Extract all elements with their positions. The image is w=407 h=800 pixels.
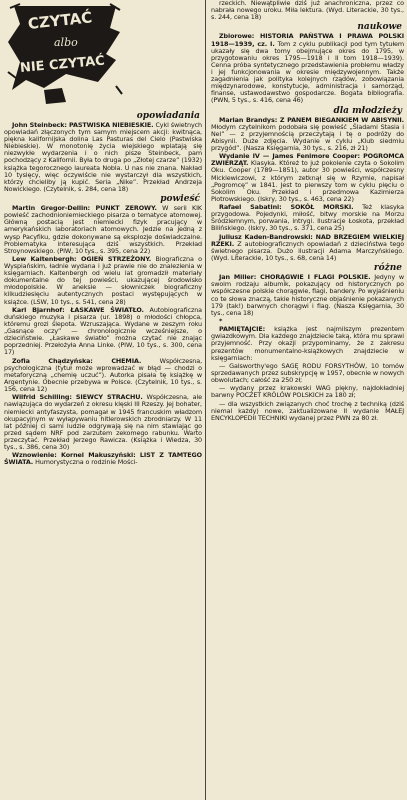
review-entry (211, 401, 404, 422)
entry-title: Wilfrid Schilling: SIEWCY STRACHU. (12, 393, 143, 402)
entry-title: PAMIĘTAJCIE: (219, 325, 266, 334)
section-heading: opowiadania (136, 111, 200, 121)
review-entry (211, 153, 404, 203)
review-entry (211, 326, 404, 361)
czytac-logo-icon (6, 2, 126, 107)
entry-title: Marian Brandys: Z PANEM BIEGANKIEM W ABISYNII. (219, 115, 404, 124)
review-entry (4, 452, 202, 466)
entry-text: Cykl świetnych opowiadań złączonych tym samym miejscem akcji: kwitnąca, piękna kalifornijska dolina Las Pasturas del Cielo (Pastwiska Niebieskie). W monotonię życia wiejskiego wplatają się niezwykłe wydarzenia i o nich pisze Steinbeck, pam pochodzący z Kalifornii. Była to druga po „Złotej czarze” (1932) książka tegorocznego laureata Nobla. U nas nie znana. Nakład 10 tysięcy, więc oczywiście nie wystarczył dla wszystkich, którzy chcieliby ją kupić. Seria „Nike”. Przekład Andrzeja Nowickiego. (Czytelnik, s. 284, cena 18) (4, 121, 202, 193)
entry-text: Współczesna, psychologiczna (tytuł może wprowadzać w błąd — chodzi o metaforyczną „chemię uczuć”). Autorka pisała tę książkę w Argentynie. Obecnie przebywa w Polsce. (Czytelnik, 10 tys., s. 156, cena 12) (4, 356, 202, 394)
left-column (4, 0, 202, 800)
review-entry (211, 234, 404, 262)
column-logo (4, 0, 202, 110)
review-entry (211, 204, 404, 232)
entry-text: Tom z cyklu publikacji pod tym tytułem ukazały się dwa tomy obejmujące okres do 1795, w przygotowaniu okres 1795—1918 i II tom 1918—1939). Cenna próba syntetycznego przedstawienia problemu władzy i jej funkcjonowania w okresie międzywojennym. Także zagadnienia jak polityka kolejnych rządów, zobowiązania międzynarodowe, konstytucje, administracja i samorząd, finanse, ustawodawstwo gospodarcze. Bogata bibliografia. (PWN, 5 tys., s. 416, cena 46) (211, 39, 404, 105)
section-heading: naukowe (357, 22, 402, 33)
entry-title: Wznowienie: Kornel Makuszyński: LIST Z TAMTEGO ŚWIATA. (4, 451, 202, 467)
entry-title: Rafael Sabatini: SOKÓŁ MORSKI. (219, 203, 354, 212)
entry-title: * (219, 316, 223, 325)
entry-text: Klasyka. Któreż to już pokolenie czyta o Sokolim Oku. Cooper (1789—1851), autor 30 powieści, współczesny Mickiewiczowi, z którym zetknął się w Rzymie, napisał „Pogromcę” w 1841. Jest to pierwszy tom w cyklu pięciu o Sokolim Oku. Przekład i przedmowa Kazimierza Piotrowskiego. (Iskry, 30 tys., s. 463, cena 22) (211, 159, 404, 203)
entry-title: Zbiorowe: HISTORIA PAŃSTWA I PRAWA POLSKI 1918—1939, cz. I. (211, 32, 404, 48)
review-entry (4, 256, 202, 306)
entry-text: Z autobiograficznych opowiadań z dzieciństwa tego świetnego pisarza. Dużo ilustracji Adama Marczyńskiego. (Wyd. Literackie, 10 tys., s. 68, cena 14) (211, 239, 404, 262)
review-entry (4, 394, 202, 451)
entry-title: Juliusz Kaden-Bandrowski: NAD BRZEGIEM WIELKIEJ RZEKI. (211, 232, 404, 248)
review-entry (211, 117, 404, 152)
section-heading: powieść (160, 194, 200, 205)
entry-title: Wydanie IV — James Fenimore Cooper: POGROMCA ZWIERZĄT. (211, 152, 404, 168)
section-heading: różne (373, 263, 402, 274)
entry-text: W serii KIK powieść zachodnioniemieckiego pisarza o tematyce atomowej. Główną postacią jest niemiecki fizyk pracujący w amerykańskich laboratoriach atomowych. Jedzie na jedną z wysp Pacyfiku, gdzie dokonywane są eksplozje doświadczalne. Problematyka interesująca dziś wszystkich. Przekład Stroynowskiego. (PIW, 10 tys., s. 395, cena 22) (4, 204, 202, 255)
entry-title: Jan Miller: CHORĄGWIE I FLAGI POLSKIE. (219, 273, 371, 282)
review-entry (211, 363, 404, 384)
logo-line-2: albo (54, 36, 78, 49)
review-entry (211, 0, 404, 21)
entry-text: książka jest najmilszym prezentem gwiazdkowym. Dla każdego znajdziecie taką, która mu sprawi przyjemność. Przy okazji przypominamy, że z zakresu prezentów monumentalno-książkowych znajdziecie w księgarniach: (211, 325, 404, 362)
entry-title: Karl Bjarnhof: ŁASKAWE ŚWIATŁO. (12, 305, 144, 314)
entry-text: Humorystyczna o rodzinie Mości- (33, 458, 138, 467)
review-entry (4, 122, 202, 193)
entry-text: — Galsworthy'ego SAGĘ RODU FORSYTHÓW, 10 tomów sprzedawanych przez subskrypcję w 1957, obecnie w nowych obwolutach; całość za 250 zł; (211, 361, 404, 385)
review-entry (211, 274, 404, 317)
logo-line-3: NIE CZYTAĆ (19, 53, 106, 76)
entry-text: Jedyny w swoim rodzaju albumik, pokazujący od historycznych po współczesne polskie chorągwie, flagi, bandery. Po wyjaśnieniu co te słowa znaczą, takie historyczne objaśnienie pokazanych 179 (tak!) barwnych chorągwi i flag. (Nasza Księgarnia, 30 tys., cena 18) (211, 273, 404, 317)
entry-title: Lew Kaltenbergh: OGIEŃ STRZEŻONY. (12, 254, 152, 263)
entry-text: Współczesna, ale nawiązująca do wydarzeń z okresu klęski III Rzeszy. Jej bohater, niemiecki antyfaszysta, pomagał w 1945 francuskim władzom okupacyjnym w wyłapywaniu hitlerowskich zbrodniarzy. W 11 lat później ci sami ludzie odgrywają się na nim stawiając go przed sądem NRF pod zarzutem zekomego rabunku. Warto przeczytać. Przekład Jerzego Rawicza. (Książka i Wiedza, 30 tys., s. 386, cena 30) (4, 393, 202, 451)
entry-title: Zofia Chądzyńska: CHEMIA. (12, 356, 142, 365)
review-entry (211, 33, 404, 104)
review-entry (4, 358, 202, 393)
entry-text: Biograficzna o Wyspiańskim, ładnie wydana i już prawie nie do znalezienia w księgarniach. Kaltenbergh od wielu lat gromadził materiały dokumentalne do tej powieści, ukazującej środowisko młodopolskie. W aneksie — słowniczek biograficzny kilkudziesięciu autentycznych postaci występujących w książce. (LSW, 10 tys., s. 541, cena 28) (4, 254, 202, 306)
entry-text: — wydany przez krakowski WAG piękny, najdokładniej barwny POCZET KRÓLÓW POLSKICH za 180 zł; (211, 384, 404, 400)
entry-text: rzeckich. Niewątpliwie dziś już anachroniczna, przez co nabrała nowego uroku. Miła lektura. (Wyd. Literackie, 30 tys., s. 244, cena 18) (211, 0, 404, 22)
entry-text: Młodym czytelnikom podobała się powieść „Śladami Stasia i Nel” — z przyjemnością przeczytają i tę o podróży do Abisynii. Duże zdjęcia. Wydanie w cyklu „Klub siedmiu przygód”. (Nasza Księgarnia, 30 tys., s. 216, zł 21) (211, 122, 404, 152)
entry-title: Martin Gregor-Dellin: PUNKT ZEROWY. (12, 204, 157, 213)
review-entry (4, 205, 202, 255)
review-entry (211, 385, 404, 399)
right-column (211, 0, 404, 800)
logo-line-1: CZYTAĆ (27, 8, 94, 33)
review-entry (211, 318, 404, 325)
entry-text: Też klasyka przygodowa. Pojedynki, miłość, bitwy morskie na Morzu Śródziemnym, porwania, intrygi. Ilustracje Łoskota, przekład Bilińskiego. (Iskry, 30 tys., s. 371, cena 25) (211, 203, 404, 233)
entry-text: Autobiograficzna duńskiego muzyka i pisarza (ur. 1898) o młodości chłopca, któremu grozi ślepota. Wzruszająca. Wydane w zeszym roku „Gasnące oczy” — chronologicznie wcześniejsze, o dzieciństwie. „Łaskawe światło” można czytać nie znając poprzedniej. Przełożyła Anna Linke. (PIW, 10 tys., s. 300, cena 17) (4, 305, 202, 357)
review-entry (4, 307, 202, 357)
entry-title: John Steinbeck: PASTWISKA NIEBIESKIE. (12, 121, 154, 129)
entry-text: — dla wszystkich związanych choć trochę z techniką (dziś niemal każdy) nowe, zaktualizowane II wydanie MAŁEJ ENCYKLOPEDII TECHNIKI wydanej przez PWN za 80 zł. (211, 399, 404, 422)
column-divider (205, 0, 206, 800)
section-heading: dla młodzieży (333, 105, 402, 116)
